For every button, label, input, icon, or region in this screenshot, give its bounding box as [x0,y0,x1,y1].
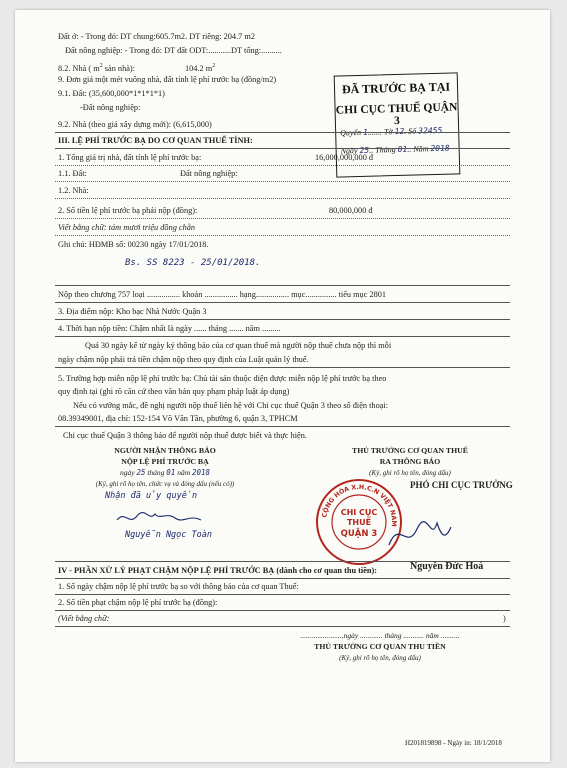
stamp-line-1: ĐÃ TRƯỚC BẠ TẠI [341,79,451,97]
section-iv-title: IV - PHẦN XỬ LÝ PHẠT CHẬM NỘP LỆ PHÍ TRƯỚC BẠ (dành cho cơ quan thu tiền): [58,566,378,575]
total-value-amount: 16,000,000,000 đ [315,153,374,162]
svg-text:THUẾ: THUẾ [346,518,372,527]
agricultural-land-line: Đất nông nghiệp: - Trong đó: DT đất ODT:...........DT tổng:.......... [65,46,282,55]
contact-line: Nếu có vướng mắc, đề nghị người nộp thuế liên hệ với Chi cục thuế Quận 3 theo số điện thoại: [73,401,389,410]
house-unit-price: 9.2. Nhà (theo giá xây dựng mới): (6,615,000) [58,120,212,129]
signer-name: Nguyễn Đức Hoà [410,561,484,572]
collector-title: THỦ TRƯỞNG CƠ QUAN THU TIỀN [314,642,446,651]
svg-text:QUẬN 3: QUẬN 3 [340,529,378,539]
collector-date: ......................,ngày ............ tháng ........... năm .......... [300,631,460,640]
divider [55,235,510,236]
divider [55,198,510,199]
head-signature-icon [385,515,455,555]
receiver-instruction: (Ký, ghi rõ họ tên, chức vụ và đóng dấu (nếu có)) [95,480,235,488]
print-footer: H201819898 - Ngày in: 18/1/2018 [405,739,502,747]
exemption-line-2: quy định tại (ghi rõ căn cứ theo văn bản quy phạm pháp luật áp dụng) [58,387,290,396]
receiver-handwritten-name: Nguyễn Ngọc Toàn [125,530,212,540]
fee-payable-amount: 80,000,000 đ [329,206,373,215]
chapter-line: Nộp theo chương 757 loại ................ khoản ................ hạng................ mục............... tiểu mục 2801 [58,290,387,299]
late-days-line: 1. Số ngày chậm nộp lệ phí trước bạ so với thông báo của cơ quan Thuế: [58,582,299,591]
total-value-label: 1. Tổng giá trị nhà, đất tính lệ phí trước bạ: [58,153,202,162]
receiver-date: ngày 25 tháng 01 năm 2018 [119,468,211,477]
land-unit-price: 9.1. Đất: (35,600,000*1*1*1*1) [58,89,165,98]
handwritten-ref: Bs. SS 8223 - 25/01/2018. [125,258,261,268]
house-area-label: 8.2. Nhà ( $m^2$ sàn nhà): [58,63,135,73]
receiver-title-2: NỘP LỆ PHÍ TRƯỚC BẠ [121,457,209,466]
divider [55,336,510,337]
divider [55,132,510,133]
head-title-1: THỦ TRƯỞNG CƠ QUAN THUẾ [352,446,468,455]
divider [55,181,510,182]
payment-place: 3. Địa điểm nộp: Kho bạc Nhà Nước Quận 3 [58,307,207,316]
note-line: Ghi chú: HĐMB số: 00230 ngày 17/01/2018. [58,240,209,249]
divider [55,165,510,166]
stamp-book-row: Quyển 1....... Tờ 12. Số 32455 [340,125,443,138]
divider [55,148,510,149]
fee-payable-label: 2. Số tiền lệ phí trước bạ phải nộp (đồng): [58,206,198,215]
receiver-title-1: NGƯỜI NHẬN THÔNG BÁO [114,446,216,455]
head-instruction: (Ký, ghi rõ họ tên, đóng dấu) [369,469,451,477]
land-label: 1.1. Đất: [58,169,87,178]
penalty-amount-line: 2. Số tiền phạt chậm nộp lệ phí trước bạ (đồng): [58,598,218,607]
divider [55,610,510,611]
divider [55,561,510,562]
residential-land-line: Đất ở: - Trong đó: DT chung:605.7m2. DT riêng: 204.7 m2 [58,32,255,41]
svg-text:CỘNG HÒA X.H.C.N VIỆT NAM: CỘNG HÒA X.H.C.N VIỆT NAM [321,483,398,527]
deputy-head-title: PHÓ CHI CỤC TRƯỞNG [410,480,513,490]
notice-line: Chi cục thuế Quận 3 thông báo để người nộp thuế được biết và thực hiện. [63,431,307,440]
penalty-words-line: (Viết bằng chữ: [58,614,110,623]
agri-land-price: -Đất nông nghiệp: [80,103,141,112]
stamp-date-row: Ngày 25.. Tháng 01.. Năm 2018 [340,143,450,156]
unit-price-heading: 9. Đơn giá một mét vuông nhà, đất tính lệ phí trước bạ (đồng/m2) [58,75,277,84]
divider [55,319,510,320]
divider [55,594,510,595]
divider [55,367,510,368]
head-title-2: RA THÔNG BÁO [379,457,441,466]
svg-text:CHI CỤC: CHI CỤC [340,508,378,517]
payment-deadline: 4. Thời hạn nộp tiền: Chậm nhất là ngày ...... tháng ....... năm ......... [58,324,281,333]
house-label: 1.2. Nhà: [58,186,89,195]
late-notice-1: Quá 30 ngày kể từ ngày ký thông báo của cơ quan thuế mà người nộp thuế chưa nộp thì mỗi [85,341,392,350]
divider [55,218,510,219]
agri-land-label: Đất nông nghiệp: [180,169,238,178]
divider [55,285,510,286]
section-iii-title: III. LỆ PHÍ TRƯỚC BẠ DO CƠ QUAN THUẾ TÍNH: [58,136,253,145]
exemption-line-1: 5. Trường hợp miễn nộp lệ phí trước bạ: Chủ tài sản thuộc diện được miễn nộp lệ phí trước bạ theo [58,374,387,383]
divider [55,426,510,427]
late-notice-2: ngày chậm nộp phải trả tiền chậm nộp theo quy định của Luật quản lý thuế. [58,355,309,364]
collector-instruction: (Ký, ghi rõ họ tên, đóng dấu) [339,654,421,662]
divider [55,302,510,303]
house-area-value: 104.2 $m^2$ [185,63,216,73]
stamp-line-2: CHI CỤC THUẾ QUẬN 3 [335,101,458,128]
amount-in-words: Viết bằng chữ: tám mươi triệu đồng chẵn [58,223,196,232]
receiver-handwritten-note: Nhận đã ủy quyền [105,491,198,501]
address-line: 08.39349001, địa chỉ: 152-154 Võ Văn Tần, phường 6, quận 3, TPHCM [58,414,298,423]
divider [55,578,510,579]
closing-paren: ) [503,614,506,623]
divider [55,626,510,627]
receiver-signature-icon [115,508,205,528]
tax-notice-page [15,10,550,762]
